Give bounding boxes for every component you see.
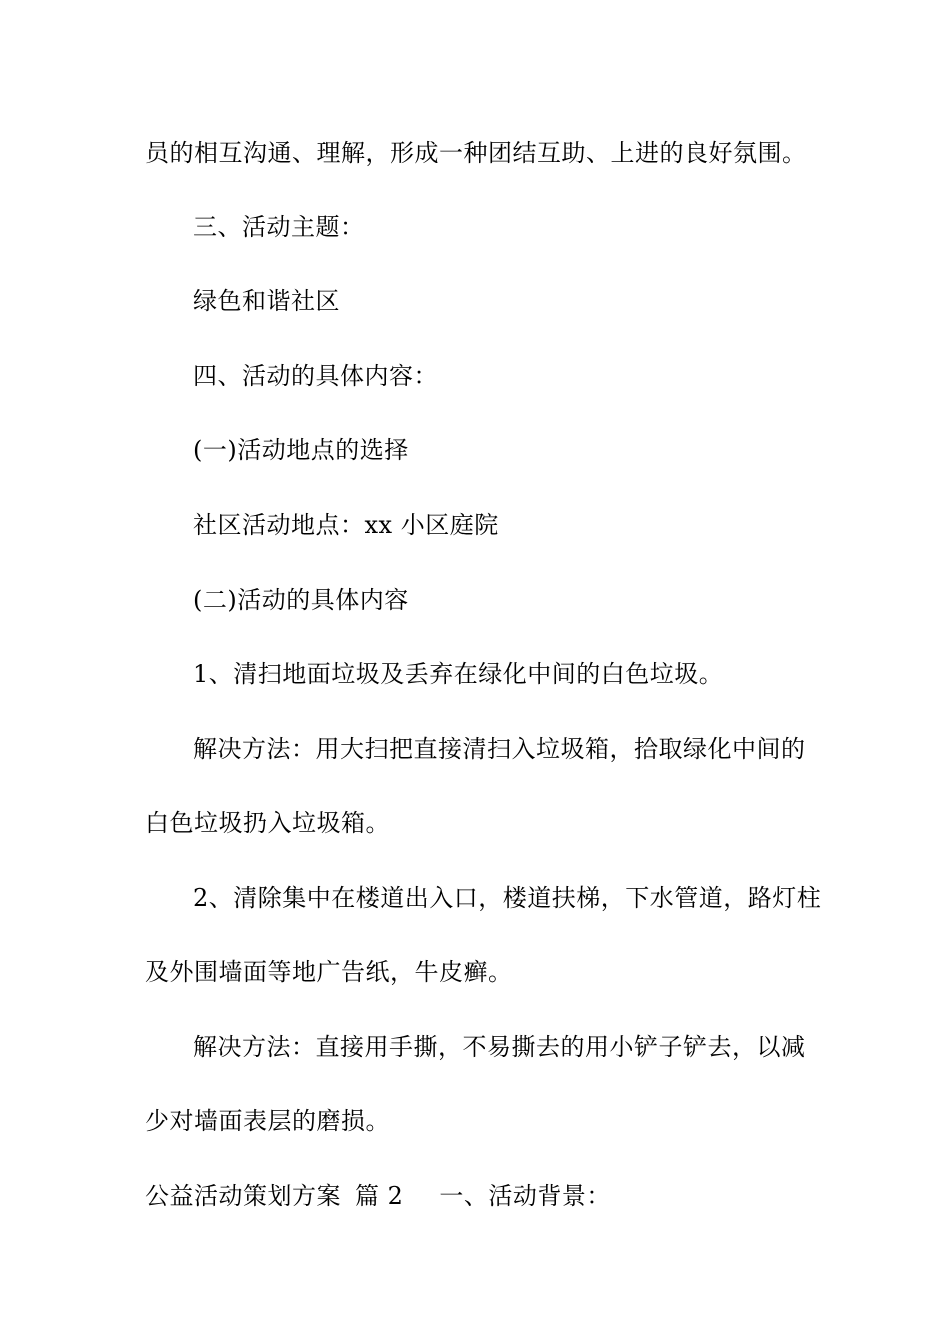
subsection-heading: (二)活动的具体内容: [193, 586, 409, 614]
paragraph-line: 员的相互沟通、理解，形成一种团结互助、上进的良好氛围。: [145, 139, 807, 167]
paragraph-line: 1、清扫地面垃圾及丢弃在绿化中间的白色垃圾。: [193, 660, 724, 688]
subsection-heading: (一)活动地点的选择: [193, 436, 409, 464]
paragraph-line: 少对墙面表层的磨损。: [145, 1107, 390, 1135]
section-heading: 四、活动的具体内容：: [193, 362, 438, 390]
section-heading: 三、活动主题：: [193, 213, 365, 241]
paragraph-line: 2、清除集中在楼道出入口，楼道扶梯，下水管道，路灯柱: [193, 884, 822, 912]
paragraph-line: 绿色和谐社区: [193, 287, 340, 315]
article-heading: [145, 1181, 611, 1211]
section-heading: 一、活动背景：: [439, 1182, 611, 1210]
article-part: 篇 2: [355, 1182, 404, 1210]
paragraph-line: 解决方法：直接用手撕，不易撕去的用小铲子铲去，以减: [193, 1033, 806, 1061]
paragraph-line: 及外围墙面等地广告纸，牛皮癣。: [145, 958, 513, 986]
paragraph-line: 解决方法：用大扫把直接清扫入垃圾箱，拾取绿化中间的: [193, 735, 806, 763]
article-title: 公益活动策划方案: [145, 1182, 341, 1210]
paragraph-line: 白色垃圾扔入垃圾箱。: [145, 809, 390, 837]
paragraph-line: 社区活动地点：xx 小区庭院: [193, 511, 499, 539]
